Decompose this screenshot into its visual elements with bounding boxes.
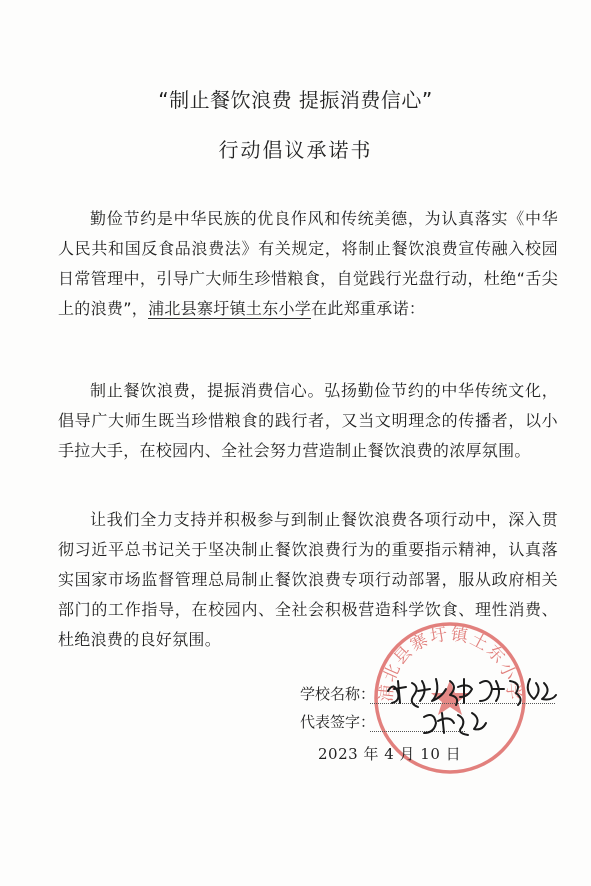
representative-signature-label: 代表签字： [300,713,376,731]
paragraph-2: 制止餐饮浪费，提振消费信心。弘扬勤俭节约的中华传统文化，倡导广大师生既当珍惜粮食的践行者，又当文明理念的传播者，以小手拉大手，在校园内、全社会努力营造制止餐饮浪费的浓厚氛围。 [58,381,558,460]
paragraph-1-tail: 在此郑重承诺： [311,299,426,318]
paragraph-1 [58,204,558,324]
document-date: 2023 年 4 月 10 日 [318,745,462,763]
document-title-line1: “制止餐饮浪费 提振消费信心” [158,88,433,112]
document-title-line2: 行动倡议承诺书 [218,138,373,162]
school-name-inline: 浦北县寨圩镇土东小学 [148,299,312,318]
paragraph-1-main: 勤俭节约是中华民族的优良作风和传统美德，为认真落实《中华人民共和国反食品浪费法》有关规定，将制止餐饮浪费宣传融入校园日常管理中，引导广大师生珍惜粮食，自觉践行光盘行动，杜绝“舌尖上的浪费”， [58,209,558,318]
paragraph-3: 让我们全力支持并积极参与到制止餐饮浪费各项行动中，深入贯彻习近平总书记关于坚决制止餐饮浪费行为的重要指示精神，认真落实国家市场监督管理总局制止餐饮浪费专项行动部署，服从政府相关部门的工作指导，在校园内、全社会积极营造科学饮食、理性消费、杜绝浪费的良好氛围。 [58,510,558,649]
handwritten-signature-icon [384,673,564,743]
seal-text: 浦北县寨圩镇土东小学 [376,624,524,703]
school-name-label: 学校名称： [300,685,376,703]
